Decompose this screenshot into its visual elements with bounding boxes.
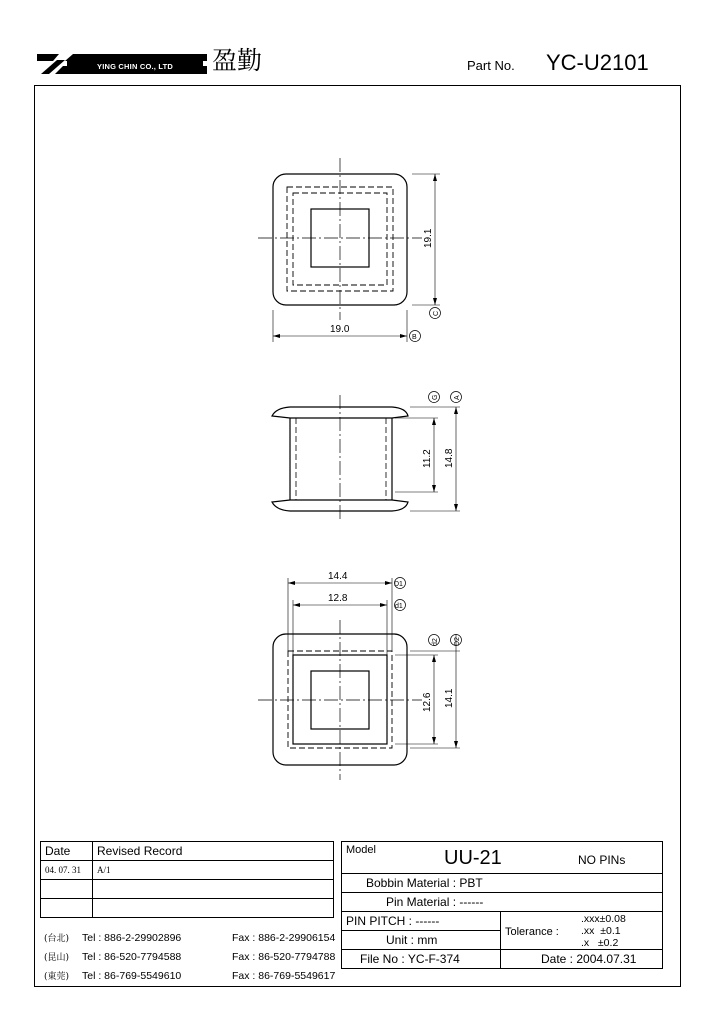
dim-D1: 14.4	[328, 571, 348, 582]
top-view	[258, 158, 441, 342]
rev-record	[93, 880, 334, 899]
contact-fax: Fax : 886-2-29906154	[232, 932, 336, 944]
bobbin-material-label: Bobbin Material :	[366, 876, 457, 890]
contact-row	[44, 929, 335, 948]
dim-top-width: 19.0	[330, 324, 350, 335]
contact-city: (昆山)	[44, 953, 70, 963]
unit-label: Unit :	[386, 933, 415, 947]
ref-d1: d1	[395, 603, 403, 610]
unit-value: mm	[417, 933, 438, 947]
model-value: UU-21	[444, 847, 502, 869]
contact-row	[44, 948, 335, 967]
ref-c: C	[433, 310, 440, 316]
ref-d2: d2	[432, 638, 439, 646]
tol-xxx: .xxx±0.08	[581, 913, 626, 925]
ref-D2: D2	[454, 637, 461, 646]
contact-row	[44, 967, 335, 986]
rev-date	[41, 880, 93, 899]
file-no: YC-F-374	[407, 952, 460, 966]
tol-x: .x ±0.2	[581, 937, 619, 949]
bobbin-material: PBT	[459, 876, 483, 890]
date-label: Date :	[541, 952, 574, 966]
contact-fax: Fax : 86-520-7794788	[232, 951, 336, 963]
spec-table	[341, 841, 663, 969]
dim-side-outer: 14.8	[444, 448, 455, 468]
rev-record: A/1	[93, 861, 334, 880]
part-number: YC-U2101	[546, 50, 649, 75]
contact-tel: Tel : 886-2-29902896	[82, 932, 182, 944]
bottom-view	[258, 578, 462, 781]
pins-info: NO PINs	[578, 853, 626, 867]
pin-material: ------	[459, 895, 484, 909]
revision-table	[40, 841, 334, 918]
brand-name-cn: 盈勤	[212, 46, 263, 75]
dim-side-inner: 11.2	[422, 449, 433, 468]
rev-record	[93, 899, 334, 918]
dim-d1: 12.8	[328, 593, 348, 604]
rev-date-header: Date	[41, 842, 93, 861]
ref-g: G	[432, 394, 439, 400]
contact-list	[44, 929, 335, 986]
ref-b: B	[412, 334, 417, 341]
rev-record-header: Revised Record	[93, 842, 334, 861]
ref-a: A	[454, 395, 461, 400]
company-name: YING CHIN CO., LTD	[67, 61, 203, 72]
part-number-label: Part No.	[467, 58, 515, 73]
contact-city: (東莞)	[44, 972, 70, 982]
tol-xx: .xx ±0.1	[581, 925, 621, 937]
model-label: Model	[346, 844, 376, 856]
contact-fax: Fax : 86-769-5549617	[232, 970, 336, 982]
pin-pitch: ------	[415, 914, 440, 928]
dim-top-height: 19.1	[423, 228, 434, 248]
drawing-date: 2004.07.31	[576, 952, 637, 966]
contact-city: (台北)	[44, 934, 70, 944]
rev-date: 04. 07. 31	[41, 861, 93, 880]
tolerance-label: Tolerance :	[505, 926, 559, 938]
ref-D1: D1	[394, 581, 403, 588]
side-view	[272, 392, 462, 521]
dim-D2: 14.1	[444, 688, 455, 708]
dim-d2: 12.6	[422, 692, 433, 712]
contact-tel: Tel : 86-769-5549610	[82, 970, 182, 982]
contact-tel: Tel : 86-520-7794588	[82, 951, 182, 963]
pin-pitch-label: PIN PITCH :	[346, 914, 413, 928]
rev-date	[41, 899, 93, 918]
file-no-label: File No :	[360, 952, 405, 966]
pin-material-label: Pin Material :	[386, 895, 457, 909]
